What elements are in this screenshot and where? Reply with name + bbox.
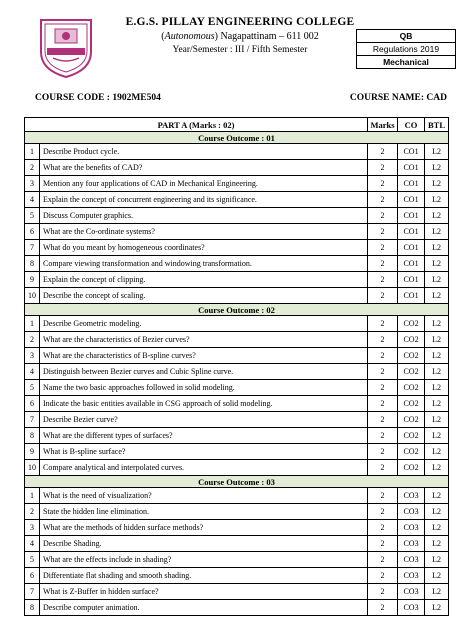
question-number: 3 bbox=[25, 348, 40, 364]
question-number: 8 bbox=[25, 600, 40, 616]
table-row bbox=[25, 396, 449, 412]
btl-cell: L2 bbox=[425, 600, 449, 616]
section-row bbox=[25, 476, 449, 488]
question-number: 2 bbox=[25, 160, 40, 176]
co-cell: CO1 bbox=[398, 272, 425, 288]
question-text: What are the methods of hidden surface methods? bbox=[40, 520, 368, 536]
marks-cell: 2 bbox=[368, 552, 398, 568]
qb-label: QB bbox=[357, 30, 455, 43]
question-number: 9 bbox=[25, 272, 40, 288]
question-text: What is B-spline surface? bbox=[40, 444, 368, 460]
co-cell: CO1 bbox=[398, 144, 425, 160]
question-number: 2 bbox=[25, 504, 40, 520]
autonomous-label: Autonomous bbox=[164, 31, 215, 42]
co-cell: CO3 bbox=[398, 584, 425, 600]
table-row bbox=[25, 272, 449, 288]
co-cell: CO1 bbox=[398, 240, 425, 256]
btl-cell: L2 bbox=[425, 176, 449, 192]
section-title: Course Outcome : 03 bbox=[25, 476, 449, 488]
co-cell: CO1 bbox=[398, 192, 425, 208]
table-row bbox=[25, 160, 449, 176]
table-row bbox=[25, 520, 449, 536]
btl-cell: L2 bbox=[425, 240, 449, 256]
table-header-row bbox=[25, 118, 449, 132]
question-text: Distinguish between Bezier curves and Cubic Spline curve. bbox=[40, 364, 368, 380]
question-number: 6 bbox=[25, 224, 40, 240]
marks-cell: 2 bbox=[368, 412, 398, 428]
table-row bbox=[25, 192, 449, 208]
regulation-label: Regulations 2019 bbox=[357, 43, 455, 56]
table-row bbox=[25, 568, 449, 584]
table-row bbox=[25, 256, 449, 272]
question-number: 1 bbox=[25, 316, 40, 332]
marks-cell: 2 bbox=[368, 460, 398, 476]
marks-cell: 2 bbox=[368, 428, 398, 444]
table-row bbox=[25, 584, 449, 600]
co-cell: CO1 bbox=[398, 176, 425, 192]
question-text: Describe Bezier curve? bbox=[40, 412, 368, 428]
table-row bbox=[25, 504, 449, 520]
btl-cell: L2 bbox=[425, 272, 449, 288]
question-text: Describe Shading. bbox=[40, 536, 368, 552]
table-row bbox=[25, 240, 449, 256]
btl-cell: L2 bbox=[425, 584, 449, 600]
btl-cell: L2 bbox=[425, 552, 449, 568]
co-cell: CO1 bbox=[398, 256, 425, 272]
course-name: COURSE NAME: CAD bbox=[349, 93, 447, 103]
question-text: What are the different types of surfaces? bbox=[40, 428, 368, 444]
btl-cell: L2 bbox=[425, 192, 449, 208]
section-title: Course Outcome : 02 bbox=[25, 304, 449, 316]
btl-cell: L2 bbox=[425, 504, 449, 520]
marks-cell: 2 bbox=[368, 332, 398, 348]
co-cell: CO2 bbox=[398, 380, 425, 396]
table-row bbox=[25, 412, 449, 428]
btl-cell: L2 bbox=[425, 316, 449, 332]
question-text: Compare viewing transformation and windowing transformation. bbox=[40, 256, 368, 272]
question-text: What is Z-Buffer in hidden surface? bbox=[40, 584, 368, 600]
marks-cell: 2 bbox=[368, 176, 398, 192]
btl-cell: L2 bbox=[425, 208, 449, 224]
table-row bbox=[25, 316, 449, 332]
co-cell: CO1 bbox=[398, 160, 425, 176]
co-cell: CO2 bbox=[398, 412, 425, 428]
marks-cell: 2 bbox=[368, 144, 398, 160]
marks-cell: 2 bbox=[368, 488, 398, 504]
co-cell: CO2 bbox=[398, 316, 425, 332]
table-row bbox=[25, 536, 449, 552]
marks-cell: 2 bbox=[368, 584, 398, 600]
question-number: 5 bbox=[25, 552, 40, 568]
marks-cell: 2 bbox=[368, 444, 398, 460]
department-label: Mechanical bbox=[383, 57, 429, 67]
college-address: (Autonomous) Nagapattinam – 611 002 bbox=[161, 31, 319, 42]
btl-cell: L2 bbox=[425, 332, 449, 348]
question-text: What do you meant by homogeneous coordinates? bbox=[40, 240, 368, 256]
btl-cell: L2 bbox=[425, 536, 449, 552]
question-text: What are the effects include in shading? bbox=[40, 552, 368, 568]
marks-cell: 2 bbox=[368, 240, 398, 256]
table-row bbox=[25, 332, 449, 348]
table-row bbox=[25, 444, 449, 460]
marks-cell: 2 bbox=[368, 380, 398, 396]
table-row bbox=[25, 380, 449, 396]
btl-cell: L2 bbox=[425, 520, 449, 536]
marks-cell: 2 bbox=[368, 504, 398, 520]
marks-cell: 2 bbox=[368, 364, 398, 380]
co-cell: CO2 bbox=[398, 396, 425, 412]
co-cell: CO1 bbox=[398, 208, 425, 224]
co-cell: CO3 bbox=[398, 504, 425, 520]
marks-cell: 2 bbox=[368, 536, 398, 552]
question-text: What are the Co-ordinate systems? bbox=[40, 224, 368, 240]
co-cell: CO1 bbox=[398, 224, 425, 240]
table-row bbox=[25, 428, 449, 444]
question-text: Explain the concept of clipping. bbox=[40, 272, 368, 288]
question-number: 2 bbox=[25, 332, 40, 348]
marks-cell: 2 bbox=[368, 288, 398, 304]
question-number: 6 bbox=[25, 568, 40, 584]
co-cell: CO2 bbox=[398, 444, 425, 460]
btl-cell: L2 bbox=[425, 224, 449, 240]
marks-cell: 2 bbox=[368, 316, 398, 332]
question-number: 8 bbox=[25, 256, 40, 272]
college-logo-icon bbox=[33, 14, 99, 80]
college-location: Nagapattinam – 611 002 bbox=[217, 31, 319, 42]
co-cell: CO3 bbox=[398, 552, 425, 568]
co-cell: CO3 bbox=[398, 488, 425, 504]
question-text: Name the two basic approaches followed in solid modeling. bbox=[40, 380, 368, 396]
question-number: 4 bbox=[25, 364, 40, 380]
btl-cell: L2 bbox=[425, 444, 449, 460]
question-text: Differentiate flat shading and smooth shading. bbox=[40, 568, 368, 584]
btl-cell: L2 bbox=[425, 144, 449, 160]
btl-cell: L2 bbox=[425, 460, 449, 476]
question-number: 6 bbox=[25, 396, 40, 412]
marks-cell: 2 bbox=[368, 348, 398, 364]
marks-cell: 2 bbox=[368, 208, 398, 224]
question-number: 10 bbox=[25, 460, 40, 476]
question-text: Describe Geometric modeling. bbox=[40, 316, 368, 332]
table-row bbox=[25, 600, 449, 616]
btl-cell: L2 bbox=[425, 160, 449, 176]
co-header: CO bbox=[398, 118, 425, 132]
marks-cell: 2 bbox=[368, 568, 398, 584]
btl-header: BTL bbox=[425, 118, 449, 132]
co-cell: CO2 bbox=[398, 348, 425, 364]
btl-cell: L2 bbox=[425, 396, 449, 412]
question-text: Describe Product cycle. bbox=[40, 144, 368, 160]
co-cell: CO1 bbox=[398, 288, 425, 304]
table-row bbox=[25, 348, 449, 364]
co-cell: CO3 bbox=[398, 568, 425, 584]
co-cell: CO3 bbox=[398, 600, 425, 616]
question-number: 3 bbox=[25, 520, 40, 536]
course-code: COURSE CODE : 1902ME504 bbox=[35, 93, 161, 103]
question-text: State the hidden line elimination. bbox=[40, 504, 368, 520]
question-number: 7 bbox=[25, 584, 40, 600]
table-row bbox=[25, 176, 449, 192]
question-number: 3 bbox=[25, 176, 40, 192]
question-text: Indicate the basic entities available in CSG approach of solid modeling. bbox=[40, 396, 368, 412]
question-number: 8 bbox=[25, 428, 40, 444]
question-number: 5 bbox=[25, 380, 40, 396]
part-a-header: PART A (Marks : 02) bbox=[25, 118, 368, 132]
btl-cell: L2 bbox=[425, 364, 449, 380]
question-text: Describe the concept of scaling. bbox=[40, 288, 368, 304]
year-semester: Year/Semester : III / Fifth Semester bbox=[172, 45, 308, 55]
question-number: 4 bbox=[25, 536, 40, 552]
btl-cell: L2 bbox=[425, 412, 449, 428]
section-title: Course Outcome : 01 bbox=[25, 132, 449, 144]
table-row bbox=[25, 208, 449, 224]
question-number: 7 bbox=[25, 240, 40, 256]
question-number: 4 bbox=[25, 192, 40, 208]
question-text: What are the benefits of CAD? bbox=[40, 160, 368, 176]
co-cell: CO2 bbox=[398, 460, 425, 476]
table-row bbox=[25, 460, 449, 476]
btl-cell: L2 bbox=[425, 428, 449, 444]
marks-cell: 2 bbox=[368, 600, 398, 616]
college-name: E.G.S. PILLAY ENGINEERING COLLEGE bbox=[125, 16, 355, 28]
question-text: Explain the concept of concurrent engineering and its significance. bbox=[40, 192, 368, 208]
marks-cell: 2 bbox=[368, 396, 398, 412]
co-cell: CO3 bbox=[398, 536, 425, 552]
btl-cell: L2 bbox=[425, 348, 449, 364]
question-text: What is the need of visualization? bbox=[40, 488, 368, 504]
question-text: Discuss Computer graphics. bbox=[40, 208, 368, 224]
co-cell: CO2 bbox=[398, 332, 425, 348]
question-number: 10 bbox=[25, 288, 40, 304]
marks-cell: 2 bbox=[368, 160, 398, 176]
marks-cell: 2 bbox=[368, 256, 398, 272]
question-table bbox=[24, 117, 449, 616]
question-text: Mention any four applications of CAD in Mechanical Engineering. bbox=[40, 176, 368, 192]
table-row bbox=[25, 224, 449, 240]
question-text: What are the characteristics of Bezier curves? bbox=[40, 332, 368, 348]
table-row bbox=[25, 288, 449, 304]
question-number: 1 bbox=[25, 488, 40, 504]
co-cell: CO2 bbox=[398, 364, 425, 380]
co-cell: CO3 bbox=[398, 520, 425, 536]
section-row bbox=[25, 132, 449, 144]
btl-cell: L2 bbox=[425, 256, 449, 272]
question-number: 7 bbox=[25, 412, 40, 428]
question-text: Compare analytical and interpolated curves. bbox=[40, 460, 368, 476]
question-text: What are the characteristics of B-spline curves? bbox=[40, 348, 368, 364]
btl-cell: L2 bbox=[425, 288, 449, 304]
question-number: 5 bbox=[25, 208, 40, 224]
qb-box bbox=[356, 29, 456, 69]
marks-header: Marks bbox=[368, 118, 398, 132]
btl-cell: L2 bbox=[425, 568, 449, 584]
section-row bbox=[25, 304, 449, 316]
co-cell: CO2 bbox=[398, 428, 425, 444]
college-header bbox=[110, 16, 370, 55]
question-text: Describe computer animation. bbox=[40, 600, 368, 616]
marks-cell: 2 bbox=[368, 224, 398, 240]
table-row bbox=[25, 488, 449, 504]
table-row bbox=[25, 364, 449, 380]
question-number: 1 bbox=[25, 144, 40, 160]
marks-cell: 2 bbox=[368, 192, 398, 208]
question-number: 9 bbox=[25, 444, 40, 460]
btl-cell: L2 bbox=[425, 488, 449, 504]
btl-cell: L2 bbox=[425, 380, 449, 396]
marks-cell: 2 bbox=[368, 520, 398, 536]
marks-cell: 2 bbox=[368, 272, 398, 288]
table-row bbox=[25, 552, 449, 568]
table-row bbox=[25, 144, 449, 160]
